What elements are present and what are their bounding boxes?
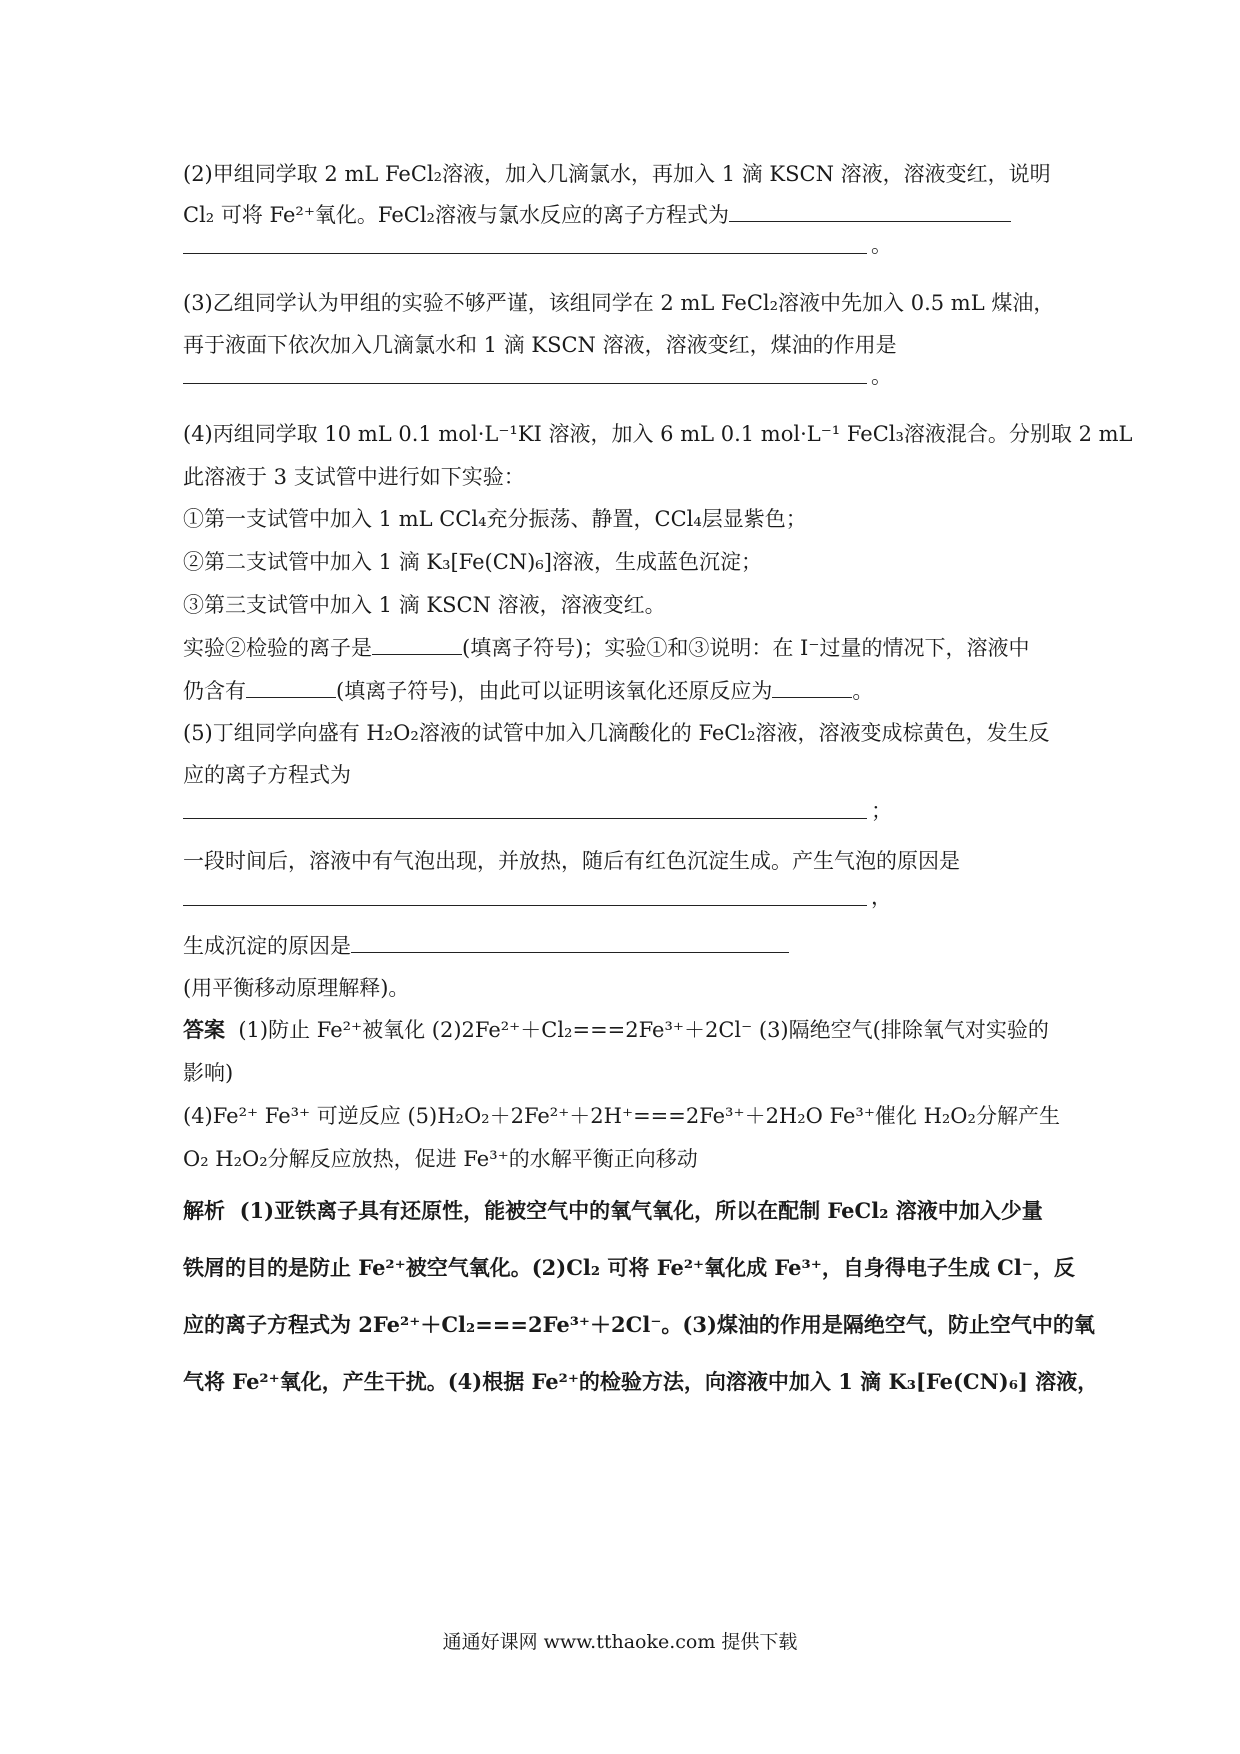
analysis-line-3: 应的离子方程式为 2Fe²⁺＋Cl₂===2Fe³⁺＋2Cl⁻。(3)煤油的作用是隔绝空气，防止空气中的氧 — [183, 1312, 1095, 1337]
q4-line-2: 此溶液于 3 支试管中进行如下实验： — [183, 465, 525, 489]
q2-line-1: (2)甲组同学取 2 mL FeCl₂溶液，加入几滴氯水，再加入 1 滴 KSCN 溶液，溶液变红，说明 — [183, 162, 1051, 186]
analysis-label: 解析 — [183, 1198, 225, 1223]
q4-ask-line-2 — [183, 675, 873, 706]
q4-ask-text-3: 仍含有 — [183, 679, 246, 703]
q3-end-mark: 。 — [871, 364, 892, 388]
q5-line-5: (用平衡移动原理解释)。 — [183, 976, 410, 1000]
answer-label: 答案 — [183, 1017, 225, 1042]
q5-line-3: 一段时间后，溶液中有气泡出现，并放热，随后有红色沉淀生成。产生气泡的原因是 — [183, 849, 960, 873]
q4-ask-text-4: (填离子符号)，由此可以证明该氧化还原反应为 — [336, 679, 773, 703]
q2-answer-blank-b[interactable] — [183, 253, 867, 254]
q3-answer-blank[interactable] — [183, 383, 867, 384]
q4-answer-blank-1[interactable] — [372, 632, 462, 655]
q2-end-mark: 。 — [871, 233, 892, 257]
analysis-line-2: 铁屑的目的是防止 Fe²⁺被空气氧化。(2)Cl₂ 可将 Fe²⁺氧化成 Fe³⁺，自身得电子生成 Cl⁻，反 — [183, 1255, 1075, 1280]
q4-ask-text-5: 。 — [852, 679, 874, 703]
q5-line-4-text: 生成沉淀的原因是 — [183, 934, 351, 958]
q4-line-1: (4)丙组同学取 10 mL 0.1 mol·L⁻¹KI 溶液，加入 6 mL 0.1 mol·L⁻¹ FeCl₃溶液混合。分别取 2 mL — [183, 422, 1133, 446]
answer-line-3: (4)Fe²⁺ Fe³⁺ 可逆反应 (5)H₂O₂＋2Fe²⁺＋2H⁺===2Fe³⁺＋2H₂O Fe³⁺催化 H₂O₂分解产生 — [183, 1104, 1060, 1128]
answer-line-2: 影响) — [183, 1061, 234, 1085]
q2-line-2 — [183, 199, 1011, 230]
analysis-line-4: 气将 Fe²⁺氧化，产生干扰。(4)根据 Fe²⁺的检验方法，向溶液中加入 1 滴 K₃[Fe(CN)₆] 溶液， — [183, 1369, 1099, 1394]
q4-experiment-1: ①第一支试管中加入 1 mL CCl₄充分振荡、静置，CCl₄层显紫色； — [183, 507, 807, 531]
q5-answer-blank-2[interactable] — [183, 905, 867, 906]
answer-line-4: O₂ H₂O₂分解反应放热，促进 Fe³⁺的水解平衡正向移动 — [183, 1147, 698, 1171]
q5-line-1: (5)丁组同学向盛有 H₂O₂溶液的试管中加入几滴酸化的 FeCl₂溶液，溶液变成棕黄色，发生反 — [183, 721, 1050, 745]
q4-experiment-3: ③第三支试管中加入 1 滴 KSCN 溶液，溶液变红。 — [183, 593, 666, 617]
q5-end-mark-2: ， — [871, 885, 892, 909]
answer-text-1: (1)防止 Fe²⁺被氧化 (2)2Fe²⁺＋Cl₂===2Fe³⁺＋2Cl⁻ (3)隔绝空气(排除氧气对实验的 — [238, 1018, 1049, 1042]
analysis-line-1 — [183, 1196, 1043, 1226]
q5-answer-blank-1[interactable] — [183, 818, 867, 819]
q2-answer-blank-a[interactable] — [729, 199, 1011, 222]
q4-ask-text-1: 实验②检验的离子是 — [183, 636, 372, 660]
q4-answer-blank-2[interactable] — [246, 675, 336, 698]
q3-line-2: 再于液面下依次加入几滴氯水和 1 滴 KSCN 溶液，溶液变红，煤油的作用是 — [183, 333, 897, 357]
q4-ask-line-1 — [183, 632, 1029, 663]
q5-line-4 — [183, 930, 789, 961]
q5-line-2: 应的离子方程式为 — [183, 763, 351, 787]
q4-answer-blank-3[interactable] — [772, 675, 852, 698]
q2-line-2-text: Cl₂ 可将 Fe²⁺氧化。FeCl₂溶液与氯水反应的离子方程式为 — [183, 203, 729, 227]
answer-line-1 — [183, 1015, 1049, 1045]
q4-ask-text-2: (填离子符号)；实验①和③说明：在 I⁻过量的情况下，溶液中 — [462, 636, 1030, 660]
q5-end-mark-1: ； — [871, 799, 892, 823]
q3-line-1: (3)乙组同学认为甲组的实验不够严谨，该组同学在 2 mL FeCl₂溶液中先加入 0.5 mL 煤油， — [183, 291, 1055, 315]
page-footer: 通通好课网 www.tthaoke.com 提供下载 — [442, 1631, 798, 1653]
analysis-text-1: (1)亚铁离子具有还原性，能被空气中的氧气氧化，所以在配制 FeCl₂ 溶液中加入少量 — [239, 1198, 1043, 1223]
q5-answer-blank-3[interactable] — [351, 930, 789, 953]
q4-experiment-2: ②第二支试管中加入 1 滴 K₃[Fe(CN)₆]溶液，生成蓝色沉淀； — [183, 550, 762, 574]
